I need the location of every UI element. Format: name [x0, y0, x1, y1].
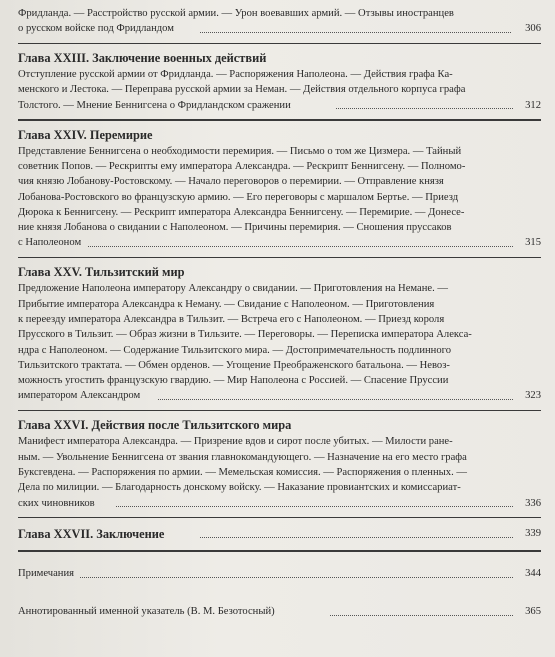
chapter-title: Глава XXV. Тильзитский мир	[18, 265, 185, 280]
entry-text: ских чиновников	[18, 497, 95, 509]
page-number: 312	[525, 99, 541, 111]
dot-leader	[116, 506, 513, 507]
entry-text-line: менского и Лестока. — Переправа русской армии за Неман. — Действия отдельного корпуса графа	[18, 84, 466, 96]
entry-title: Аннотированный именной указатель (В. М. Безотосный)	[18, 605, 275, 617]
page-number: 339	[525, 528, 541, 540]
entry-title: Примечания	[18, 567, 74, 579]
entry-text-line: Отступление русской армии от Фридланда. — Распоряжения Наполеона. — Действия графа Ка-	[18, 69, 453, 81]
entry-text-line: Представление Беннигсена о необходимости перемирия. — Письмо о том же Цизмера. — Тайный	[18, 145, 462, 157]
dot-leader	[88, 246, 513, 247]
entry-text-line: Дела по милиции. — Благодарность донскому войску. — Наказание провиантских и комиссариат-	[18, 482, 461, 494]
section-divider	[18, 119, 541, 121]
entry-text-line: ндра с Наполеоном. — Содержание Тильзитского мира. — Достопримечательность подлинного	[18, 344, 452, 356]
page-number: 344	[525, 567, 541, 579]
page-number: 365	[525, 605, 541, 617]
entry-text-line: Прибытие императора Александра к Неману. — Свидание с Наполеоном. — Приготовления	[18, 298, 435, 310]
entry-text-line-last	[18, 21, 541, 36]
entry-text-line-last	[18, 496, 541, 511]
chapter-title: Глава XXIII. Заключение военных действий	[18, 51, 267, 66]
entry-text: с Наполеоном	[18, 237, 82, 249]
toc-entry-chapter-24	[18, 127, 541, 251]
entry-text-line: Буксгевдена. — Распоряжения по армии. — Мемельская комиссия. — Распоряжения о пленных. —	[18, 466, 467, 478]
entry-text-line: Предложение Наполеона императору Александру о свидании. — Приготовления на Немане. —	[18, 283, 448, 295]
entry-text-line: советник Попов. — Рескрипты ему императора Александра. — Рескрипт Беннигсену. — Полномо-	[18, 160, 466, 172]
toc-entry-chapter-23	[18, 50, 541, 113]
entry-text-line-last	[18, 235, 541, 250]
dot-leader	[336, 108, 513, 109]
dot-leader	[200, 537, 513, 538]
page-number: 315	[525, 237, 541, 249]
toc-entry-intro	[18, 6, 541, 37]
entry-text-line: можность угостить французскую гвардию. — Мир Наполеона с Россией. — Спасение Пруссии	[18, 375, 449, 387]
toc-entry-chapter-26	[18, 417, 541, 510]
section-divider	[18, 550, 541, 552]
entry-text: императором Александром	[18, 390, 141, 402]
entry-text-line: Манифест императора Александра. — Призрение вдов и сирот после убитых. — Милости ране-	[18, 436, 453, 448]
entry-text-line: ние князя Лобанова о свидании с Наполеоном. — Причины перемирия. — Сношения пруссаков	[18, 222, 452, 234]
entry-text-line: Дюрока к Беннигсену. — Рескрипт императора Александра Беннигсену. — Перемирие. — Донесе-	[18, 206, 465, 218]
entry-text-line: чия князю Лобанову-Ростовскому. — Начало переговоров о перемирии. — Отправление князя	[18, 176, 444, 188]
page-number: 323	[525, 390, 541, 402]
chapter-title: Глава XXVII. Заключение	[18, 527, 165, 542]
page-number: 336	[525, 497, 541, 509]
section-divider	[18, 410, 541, 412]
entry-text-line-last	[18, 388, 541, 403]
entry-text-line: Прусского в Тильзит. — Образ жизни в Тильзите. — Переговоры. — Переписка императора Алекса-	[18, 329, 472, 341]
chapter-title: Глава XXIV. Перемирие	[18, 127, 153, 142]
page-number: 306	[525, 23, 541, 35]
dot-leader	[80, 577, 513, 578]
entry-text-line: Фридланда. — Расстройство русской армии. — Урон воевавших армий. — Отзывы иностранцев	[18, 8, 454, 19]
chapter-title: Глава XXVI. Действия после Тильзитского мира	[18, 418, 292, 433]
section-divider	[18, 257, 541, 259]
section-divider	[18, 517, 541, 519]
toc-entry-chapter-27	[18, 526, 541, 542]
entry-text-line: Тильзитского трактата. — Обмен орденов. — Угощение Преображенского батальона. — Невоз-	[18, 359, 450, 371]
toc-entry-notes	[18, 566, 541, 582]
entry-text-line-last	[18, 98, 541, 113]
entry-text-line: к переезду императора Александра в Тильзит. — Встреча его с Наполеоном. — Приезд короля	[18, 313, 445, 325]
dot-leader	[200, 32, 511, 33]
section-divider	[18, 43, 541, 45]
entry-text-line: ным. — Увольнение Беннигсена от звания главнокомандующего. — Назначение на его место графа	[18, 451, 467, 463]
dot-leader	[158, 399, 513, 400]
dot-leader	[330, 615, 513, 616]
toc-entry-index	[18, 604, 541, 620]
entry-text: Толстого. — Мнение Беннигсена о Фридландском сражении	[18, 99, 291, 111]
toc-entry-chapter-25	[18, 264, 541, 403]
entry-text-line: Лобанова-Ростовского во французскую армию. — Его переговоры с маршалом Бертье. — Приезд	[18, 191, 459, 203]
entry-text: о русском войске под Фридландом	[18, 23, 174, 35]
